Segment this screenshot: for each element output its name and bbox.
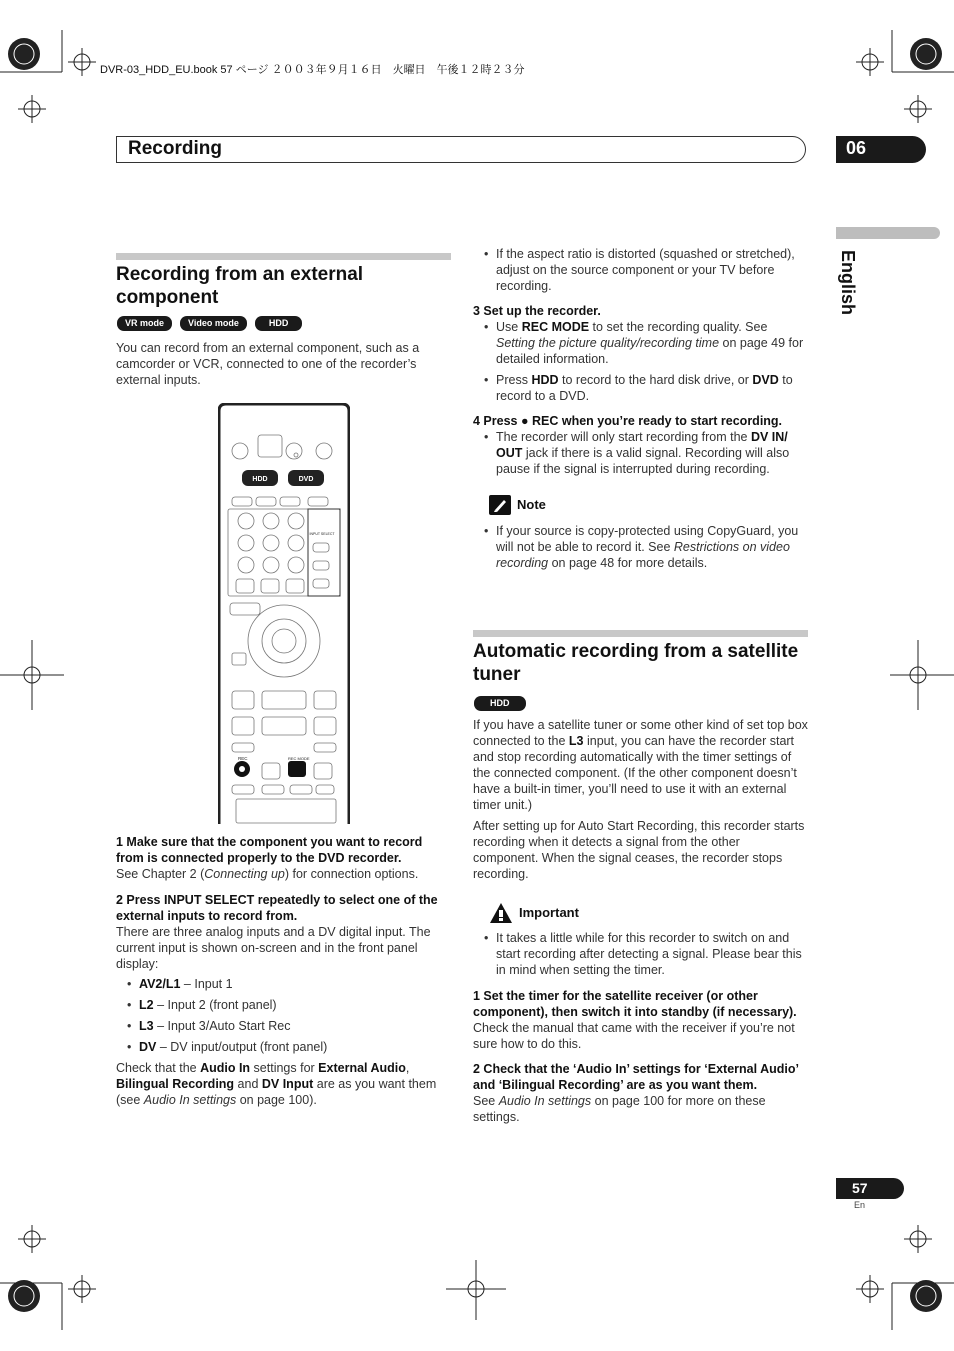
language-label: English xyxy=(838,250,858,316)
note-header xyxy=(489,495,808,515)
aspect-bullet: • If the aspect ratio is distorted (squashed or stretched), adjust on the source component or your TV before recording. xyxy=(473,246,808,294)
tag-hdd: HDD xyxy=(474,696,526,711)
t: jack if there is a valid signal. Recording will also pause if the signal is interrupted during recording. xyxy=(496,446,790,476)
sat-step2-heading: 2 Check that the ‘Audio In’ settings for ‘External Audio’ and ‘Bilingual Recording’ are as you want them. xyxy=(473,1062,799,1092)
sat-step2-body xyxy=(473,1093,808,1125)
tag-video-mode: Video mode xyxy=(180,316,247,331)
b: External Audio xyxy=(318,1061,406,1075)
step1-text-link: Connecting up xyxy=(204,867,285,881)
input-desc: – Input 3/Auto Start Rec xyxy=(153,1019,291,1033)
intro-paragraph xyxy=(116,340,451,388)
remote-input-select-label: INPUT SELECT xyxy=(309,532,335,536)
t: Use xyxy=(496,320,522,334)
b: HDD xyxy=(531,373,559,387)
language-tab xyxy=(834,250,866,320)
sat-tags xyxy=(474,693,526,711)
t: Press xyxy=(496,373,532,387)
language-tab-bar xyxy=(836,227,940,239)
step2-body: There are three analog inputs and a DV digital input. The current input is shown on-screen and in the front panel display: xyxy=(116,925,431,971)
important-header xyxy=(489,902,808,924)
sat-step1-body: Check the manual that came with the receiver if you’re not sure how to do this. xyxy=(473,1021,795,1051)
remote-rec-label: REC xyxy=(238,756,248,761)
t: See xyxy=(473,1094,499,1108)
satellite-section xyxy=(473,717,808,1125)
tag-vr-mode: VR mode xyxy=(117,316,172,331)
input-desc: – Input 2 (front panel) xyxy=(153,998,277,1012)
step3-heading: 3 Set up the recorder. xyxy=(473,304,601,318)
b: DV IN/ OUT xyxy=(496,430,788,460)
note-body xyxy=(473,523,808,571)
i: Audio In settings xyxy=(143,1093,237,1107)
b: L3 xyxy=(568,734,584,748)
step2-heading: 2 Press INPUT SELECT repeatedly to select one of the external inputs to record from. xyxy=(116,893,438,923)
page-number: 57 xyxy=(836,1178,904,1199)
i: Restrictions on video recording xyxy=(496,540,790,570)
left-steps xyxy=(116,834,451,1108)
t: , xyxy=(405,1061,410,1075)
step1-text-a: See Chapter 2 ( xyxy=(116,867,205,881)
page-lang-code: En xyxy=(854,1200,866,1210)
section-title-satellite: Automatic recording from a satellite tuner xyxy=(473,641,799,685)
section-bar xyxy=(473,630,808,637)
t: on page 100). xyxy=(236,1093,317,1107)
input-item xyxy=(116,976,451,992)
important-title: Important xyxy=(519,905,579,920)
tag-hdd: HDD xyxy=(255,316,303,331)
remote-dvd-label: DVD xyxy=(298,476,314,483)
t: input, you can have the recorder start and stop recording automatically with the timer settings of the connected component. (If the other component doesn’t have a built-in timer, you’ll need to use it with an external timer unit.) xyxy=(473,734,797,812)
t: and xyxy=(234,1077,262,1091)
remote-control-illustration xyxy=(218,403,350,824)
step3-bullet-2 xyxy=(473,372,808,404)
note-pencil-icon xyxy=(489,495,511,515)
section-bar xyxy=(116,253,451,260)
sat-paragraph-1 xyxy=(473,717,808,813)
b: Bilingual Recording xyxy=(116,1077,235,1091)
step4-heading: 4 Press ● REC when you’re ready to start recording. xyxy=(473,414,783,428)
step1-heading: 1 Make sure that the component you want to record from is connected properly to the DVD recorder. xyxy=(116,835,423,865)
input-name: DV xyxy=(139,1040,157,1054)
t: The recorder will only start recording from the xyxy=(496,430,751,444)
t: Check that the xyxy=(116,1061,201,1075)
t: If you have a satellite tuner or some other kind of set top box connected to the xyxy=(473,718,808,748)
input-desc: – Input 1 xyxy=(180,977,233,991)
b: REC MODE xyxy=(521,320,590,334)
b: DVD xyxy=(752,373,779,387)
page-title: Recording xyxy=(128,138,222,159)
t: to record to the hard disk drive, or xyxy=(558,373,753,387)
remote-hdd-label: HDD xyxy=(252,476,268,483)
input-desc: – DV input/output (front panel) xyxy=(156,1040,328,1054)
input-item xyxy=(116,997,451,1013)
b: Audio In xyxy=(200,1061,251,1075)
input-item xyxy=(116,1018,451,1034)
input-name: L2 xyxy=(139,998,154,1012)
t: settings for xyxy=(250,1061,319,1075)
right-steps xyxy=(473,246,808,571)
t: to set the recording quality. See xyxy=(589,320,768,334)
note-title: Note xyxy=(517,497,546,512)
t: are as you want them (see xyxy=(116,1077,437,1107)
t: If your source is copy-protected using CopyGuard, you will not be able to record it. See xyxy=(496,524,799,554)
important-warning-icon xyxy=(489,902,513,924)
intro-text: You can record from an external component, such as a camcorder or VCR, connected to one of the recorder’s external inputs. xyxy=(116,341,420,387)
step4-bullet xyxy=(473,429,808,477)
step3-bullet-1 xyxy=(473,319,808,367)
t: to record to a DVD. xyxy=(496,373,793,403)
remote-rec-mode-label: REC MODE xyxy=(288,756,310,761)
t: on page 100 for more on these settings. xyxy=(473,1094,766,1124)
print-meta-line: DVR-03_HDD_EU.book 57 ページ ２００３年９月１６日 火曜日 午後１２時２３分 xyxy=(100,64,525,76)
step1-body xyxy=(116,866,451,882)
input-name: L3 xyxy=(139,1019,154,1033)
sat-step1-heading: 1 Set the timer for the satellite receiver (or other component), then switch it into standby (if necessary). xyxy=(473,989,797,1019)
input-name: AV2/L1 xyxy=(139,977,181,991)
i: Audio In settings xyxy=(498,1094,592,1108)
t: on page 49 for detailed information. xyxy=(496,336,804,366)
input-item xyxy=(116,1039,451,1055)
sat-paragraph-2: After setting up for Auto Start Recording, this recorder starts recording when it detects a signal from the other component. When the signal ceases, the recorder stops recording. xyxy=(473,819,805,881)
input-list xyxy=(116,976,451,1055)
i: Setting the picture quality/recording time xyxy=(496,336,720,350)
b: DV Input xyxy=(261,1077,314,1091)
chapter-badge: 06 xyxy=(836,136,926,163)
t: on page 48 for more details. xyxy=(548,556,708,570)
important-body: • It takes a little while for this recorder to switch on and start recording after detecting a signal. Please bear this in mind when setting the timer. xyxy=(473,930,808,978)
step1-text-b: ) for connection options. xyxy=(284,867,419,881)
check-settings-text xyxy=(116,1060,451,1108)
section-title-external: Recording from an external component xyxy=(116,264,364,308)
mode-tags xyxy=(117,316,302,331)
